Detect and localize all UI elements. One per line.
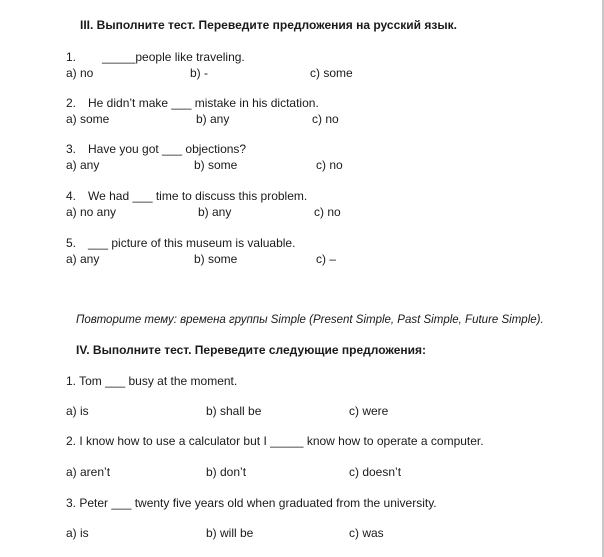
s3-q3-sentence: Have you got ___ objections? (88, 142, 247, 156)
s3-q3-number: 3. (66, 142, 77, 156)
s4-q3-option-c: c) was (349, 526, 384, 540)
s3-q4-option-a: a) no any (66, 205, 117, 219)
s3-q1-option-a: a) no (66, 66, 94, 80)
s3-q5-option-a: a) any (66, 252, 100, 266)
s3-q2-sentence: He didn’t make ___ mistake in his dictation. (88, 96, 319, 110)
s3-q1-sentence: _____people like traveling. (102, 50, 245, 64)
s4-q3-sentence: 3. Peter ___ twenty five years old when graduated from the university. (66, 496, 437, 510)
section-4-heading: IV. Выполните тест. Переведите следующие предложения: (76, 343, 427, 357)
s4-q1-option-b: b) shall be (206, 404, 262, 418)
s4-q3-option-b: b) will be (206, 526, 254, 540)
s3-q5-number: 5. (66, 236, 77, 250)
s4-q2-option-b: b) don’t (206, 465, 247, 479)
s3-q5-option-c: c) – (316, 252, 337, 266)
s4-q2-option-c: c) doesn’t (349, 465, 402, 479)
s3-q4-option-c: c) no (314, 205, 341, 219)
s4-q2-option-a: a) aren’t (66, 465, 111, 479)
s3-q5-sentence: ___ picture of this museum is valuable. (88, 236, 296, 250)
s4-q1-option-a: a) is (66, 404, 89, 418)
s3-q3-option-b: b) some (194, 158, 238, 172)
s3-q3-option-c: c) no (316, 158, 343, 172)
s4-q1-sentence: 1. Tom ___ busy at the moment. (66, 374, 238, 388)
s3-q5-option-b: b) some (194, 252, 238, 266)
s3-q2-option-c: c) no (312, 112, 339, 126)
s3-q4-sentence: We had ___ time to discuss this problem. (88, 189, 308, 203)
s4-q2-sentence: 2. I know how to use a calculator but I _____ know how to operate a computer. (66, 434, 484, 448)
s4-q3-option-a: a) is (66, 526, 89, 540)
s3-q4-option-b: b) any (198, 205, 232, 219)
section-3-heading: III. Выполните тест. Переведите предложения на русский язык. (80, 18, 457, 32)
s4-q1-option-c: c) were (349, 404, 389, 418)
s3-q1-number: 1. (66, 50, 77, 64)
s3-q2-option-a: a) some (66, 112, 110, 126)
s3-q3-option-a: a) any (66, 158, 100, 172)
s3-q4-number: 4. (66, 189, 77, 203)
grammar-reminder: Повторите тему: времена группы Simple (Present Simple, Past Simple, Future Simple). (76, 314, 544, 326)
s3-q2-option-b: b) any (196, 112, 230, 126)
s3-q1-option-b: b) - (190, 66, 208, 80)
s3-q1-option-c: c) some (310, 66, 353, 80)
s3-q2-number: 2. (66, 96, 77, 110)
